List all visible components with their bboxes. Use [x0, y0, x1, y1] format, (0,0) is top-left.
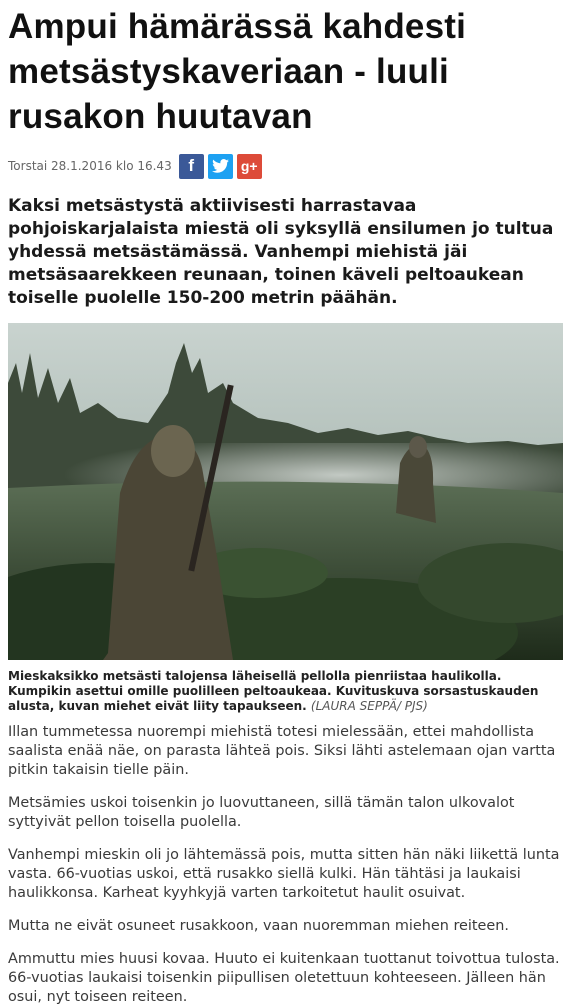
body-paragraph: Metsämies uskoi toisenkin jo luovuttaneen, sillä tämän talon ulkovalot syttyivät pellon toisella puolella.	[8, 795, 515, 830]
caption-text: Mieskaksikko metsästi talojensa läheisellä pellolla pienriistaa haulikolla. Kumpikin asettui omille puolilleen peltoaukeaa. Kuvituskuva sorsastuskauden alusta, kuvan miehet eivät liity tapaukseen.	[8, 669, 539, 713]
article	[8, 0, 563, 1007]
article-meta	[8, 153, 563, 179]
share-buttons	[179, 154, 266, 179]
body-paragraph: Vanhempi mieskin oli jo lähtemässä pois, mutta sitten hän näki liikettä lunta vasta. 66-vuotias uskoi, että rusakko siellä kulki. Hän tähtäsi ja laukaisi haulikkonsa. Karheat kyyhkyjä varten tarkoitetut haulit osuivat.	[8, 847, 560, 901]
article-headline: Ampui hämärässä kahdesti metsästyskaveriaan - luuli rusakon huutavan	[8, 7, 467, 136]
article-lead: Kaksi metsästystä aktiivisesti harrastavaa pohjoiskarjalaista miestä oli syksyllä ensilumen jo tultua yhdessä metsästämässä. Vanhempi miehistä jäi metsäsaarekkeen reunaan, toinen käveli peltoaukean toiselle puolelle 150-200 metrin päähän.	[8, 196, 554, 308]
googleplus-icon: g+	[240, 158, 258, 174]
article-photo	[8, 323, 563, 660]
facebook-icon: f	[188, 156, 195, 175]
facebook-share-button[interactable]	[179, 154, 204, 179]
photo-credit: (LAURA SEPPÄ/ PJS)	[310, 699, 428, 713]
photo-caption	[8, 669, 563, 714]
body-paragraph: Ammuttu mies huusi kovaa. Huuto ei kuitenkaan tuottanut toivottua tulosta. 66-vuotias laukaisi toisenkin piipullisen oletettuun kohteeseen. Jälleen hän osui, nyt toiseen reiteen.	[8, 951, 560, 1005]
twitter-share-button[interactable]	[208, 154, 233, 179]
body-paragraph: Mutta ne eivät osuneet rusakkoon, vaan nuoremman miehen reiteen.	[8, 918, 509, 934]
publish-date: Torstai 28.1.2016 klo 16.43	[8, 159, 172, 173]
googleplus-share-button[interactable]	[237, 154, 262, 179]
article-body	[8, 723, 563, 1007]
body-paragraph: Illan tummetessa nuorempi miehistä totesi mielessään, ettei mahdollista saalista enää näe, on parasta lähteä pois. Siksi lähti astelemaan ojan vartta pitkin takaisin tielle päin.	[8, 724, 556, 778]
twitter-icon	[212, 159, 229, 173]
